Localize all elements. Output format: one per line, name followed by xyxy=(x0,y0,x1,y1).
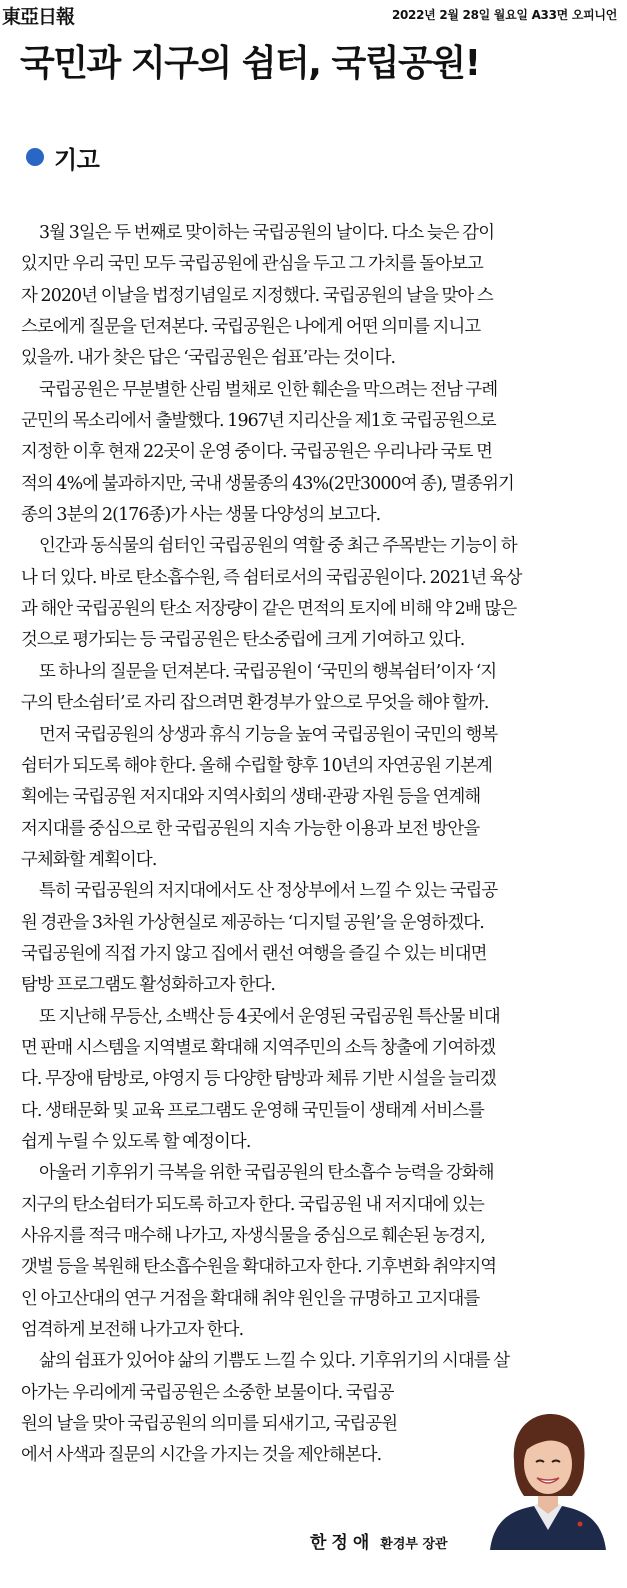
article-line: 3월 3일은 두 번째로 맞이하는 국립공원의 날이다. 다소 늦은 감이 xyxy=(39,223,495,243)
article-line: 다. 생태문화 및 교육 프로그램도 운영해 국민들이 생태계 서비스를 xyxy=(21,1100,484,1121)
article-line: 종의 3분의 2(176종)가 사는 생물 다양성의 보고다. xyxy=(21,505,381,526)
article-line: 군민의 목소리에서 출발했다. 1967년 지리산을 제1호 국립공원으로 xyxy=(21,411,496,432)
article-line: 먼저 국립공원의 상생과 휴식 기능을 높여 국립공원이 국민의 행복 xyxy=(39,724,498,745)
article-line: 지정한 이후 현재 22곳이 운영 중이다. 국립공원은 우리나라 국토 면 xyxy=(21,442,492,463)
article-line: 국립공원은 무분별한 산림 벌채로 인한 훼손을 막으려는 전남 구례 xyxy=(39,379,498,400)
author-photo xyxy=(484,1406,612,1550)
article-line: 쉽게 누릴 수 있도록 할 예정이다. xyxy=(21,1131,251,1152)
article-line: 나 더 있다. 바로 탄소흡수원, 즉 쉼터로서의 국립공원이다. 2021년 육상 xyxy=(21,567,522,588)
masthead xyxy=(0,0,627,28)
article-line: 것으로 평가되는 등 국립공원은 탄소중립에 크게 기여하고 있다. xyxy=(21,630,465,651)
section-header xyxy=(26,142,99,172)
byline xyxy=(310,1528,448,1553)
article-line: 구체화할 계획이다. xyxy=(21,849,157,870)
article-line: 원 경관을 3차원 가상현실로 제공하는 ‘디지털 공원’을 운영하겠다. xyxy=(21,912,484,933)
article-line: 적의 4%에 불과하지만, 국내 생물종의 43%(2만3000여 종), 멸종위기 xyxy=(21,473,514,494)
article-body xyxy=(21,218,613,1472)
author-portrait-icon xyxy=(484,1406,612,1550)
article-line: 과 해안 국립공원의 탄소 저장량이 같은 면적의 토지에 비해 약 2배 많은 xyxy=(21,599,517,620)
newspaper-logo: 東亞日報 xyxy=(2,6,75,28)
article-line: 자 2020년 이날을 법정기념일로 지정했다. 국립공원의 날을 맞아 스 xyxy=(21,285,493,306)
article-line: 다. 무장애 탐방로, 야영지 등 다양한 탐방과 체류 기반 시설을 늘리겠 xyxy=(21,1069,496,1090)
article-line: 저지대를 중심으로 한 국립공원의 지속 가능한 이용과 보전 방안을 xyxy=(21,818,480,839)
article-line: 에서 사색과 질문의 시간을 가지는 것을 제안해본다. xyxy=(21,1445,382,1466)
author-title: 환경부 장관 xyxy=(380,1537,448,1552)
article-line: 사유지를 적극 매수해 나가고, 자생식물을 중심으로 훼손된 농경지, xyxy=(21,1226,485,1246)
author-name: 한정애 xyxy=(310,1533,375,1553)
section-label: 기고 xyxy=(54,145,100,174)
headline: 국민과 지구의 쉼터, 국립공원! xyxy=(20,43,480,84)
article-paragraph xyxy=(21,657,613,720)
article-paragraph xyxy=(21,1002,613,1159)
article-line: 획에는 국립공원 저지대와 지역사회의 생태·관광 자원 등을 연계해 xyxy=(21,787,481,808)
article-line: 엄격하게 보전해 나가고자 한다. xyxy=(21,1320,244,1341)
article-line: 갯벌 등을 복원해 탄소흡수원을 확대하고자 한다. 기후변화 취약지역 xyxy=(21,1257,497,1278)
article-paragraph xyxy=(21,531,613,656)
article-paragraph xyxy=(21,876,613,1001)
article-line: 있지만 우리 국민 모두 국립공원에 관심을 두고 그 가치를 돌아보고 xyxy=(21,254,483,275)
bullet-icon xyxy=(26,148,44,166)
article-line: 구의 탄소쉼터’로 자리 잡으려면 환경부가 앞으로 무엇을 해야 할까. xyxy=(21,693,489,714)
article-line: 쉼터가 되도록 해야 한다. 올해 수립할 향후 10년의 자연공원 기본계 xyxy=(21,755,492,776)
article-line: 면 판매 시스템을 지역별로 확대해 지역주민의 소득 창출에 기여하겠 xyxy=(21,1037,496,1058)
article-paragraph xyxy=(21,720,613,877)
article-line: 스로에게 질문을 던져본다. 국립공원은 나에게 어떤 의미를 지니고 xyxy=(21,317,481,338)
article-line: 삶의 쉼표가 있어야 삶의 기쁨도 느낄 수 있다. 기후위기의 시대를 살 xyxy=(39,1351,510,1372)
article-paragraph xyxy=(21,375,613,532)
article-line: 원의 날을 맞아 국립공원의 의미를 되새기고, 국립공원 xyxy=(21,1414,398,1435)
article-line: 아가는 우리에게 국립공원은 소중한 보물이다. 국립공 xyxy=(21,1382,394,1403)
article-line: 또 하나의 질문을 던져본다. 국립공원이 ‘국민의 행복쉼터’이자 ‘지 xyxy=(39,661,497,682)
article-paragraph xyxy=(21,1158,613,1346)
article-line: 인 아고산대의 연구 거점을 확대해 취약 원인을 규명하고 고지대를 xyxy=(21,1288,480,1309)
article-line: 또 지난해 무등산, 소백산 등 4곳에서 운영된 국립공원 특산물 비대 xyxy=(39,1006,500,1027)
dateline: 2022년 2월 28일 월요일 A33면 오피니언 xyxy=(391,8,617,22)
article-line: 지구의 탄소쉼터가 되도록 하고자 한다. 국립공원 내 저지대에 있는 xyxy=(21,1194,484,1215)
article-line: 특히 국립공원의 저지대에서도 산 정상부에서 느낄 수 있는 국립공 xyxy=(39,881,498,902)
article-paragraph xyxy=(21,218,613,375)
article-line: 있을까. 내가 찾은 답은 ‘국립공원은 쉼표’라는 것이다. xyxy=(21,348,396,369)
article-line: 아울러 기후위기 극복을 위한 국립공원의 탄소흡수 능력을 강화해 xyxy=(39,1163,494,1184)
article-line: 국립공원에 직접 가지 않고 집에서 랜선 여행을 즐길 수 있는 비대면 xyxy=(21,943,487,964)
article-line: 탐방 프로그램도 활성화하고자 한다. xyxy=(21,975,276,996)
article-line: 인간과 동식물의 쉼터인 국립공원의 역할 중 최근 주목받는 기능이 하 xyxy=(39,536,517,557)
